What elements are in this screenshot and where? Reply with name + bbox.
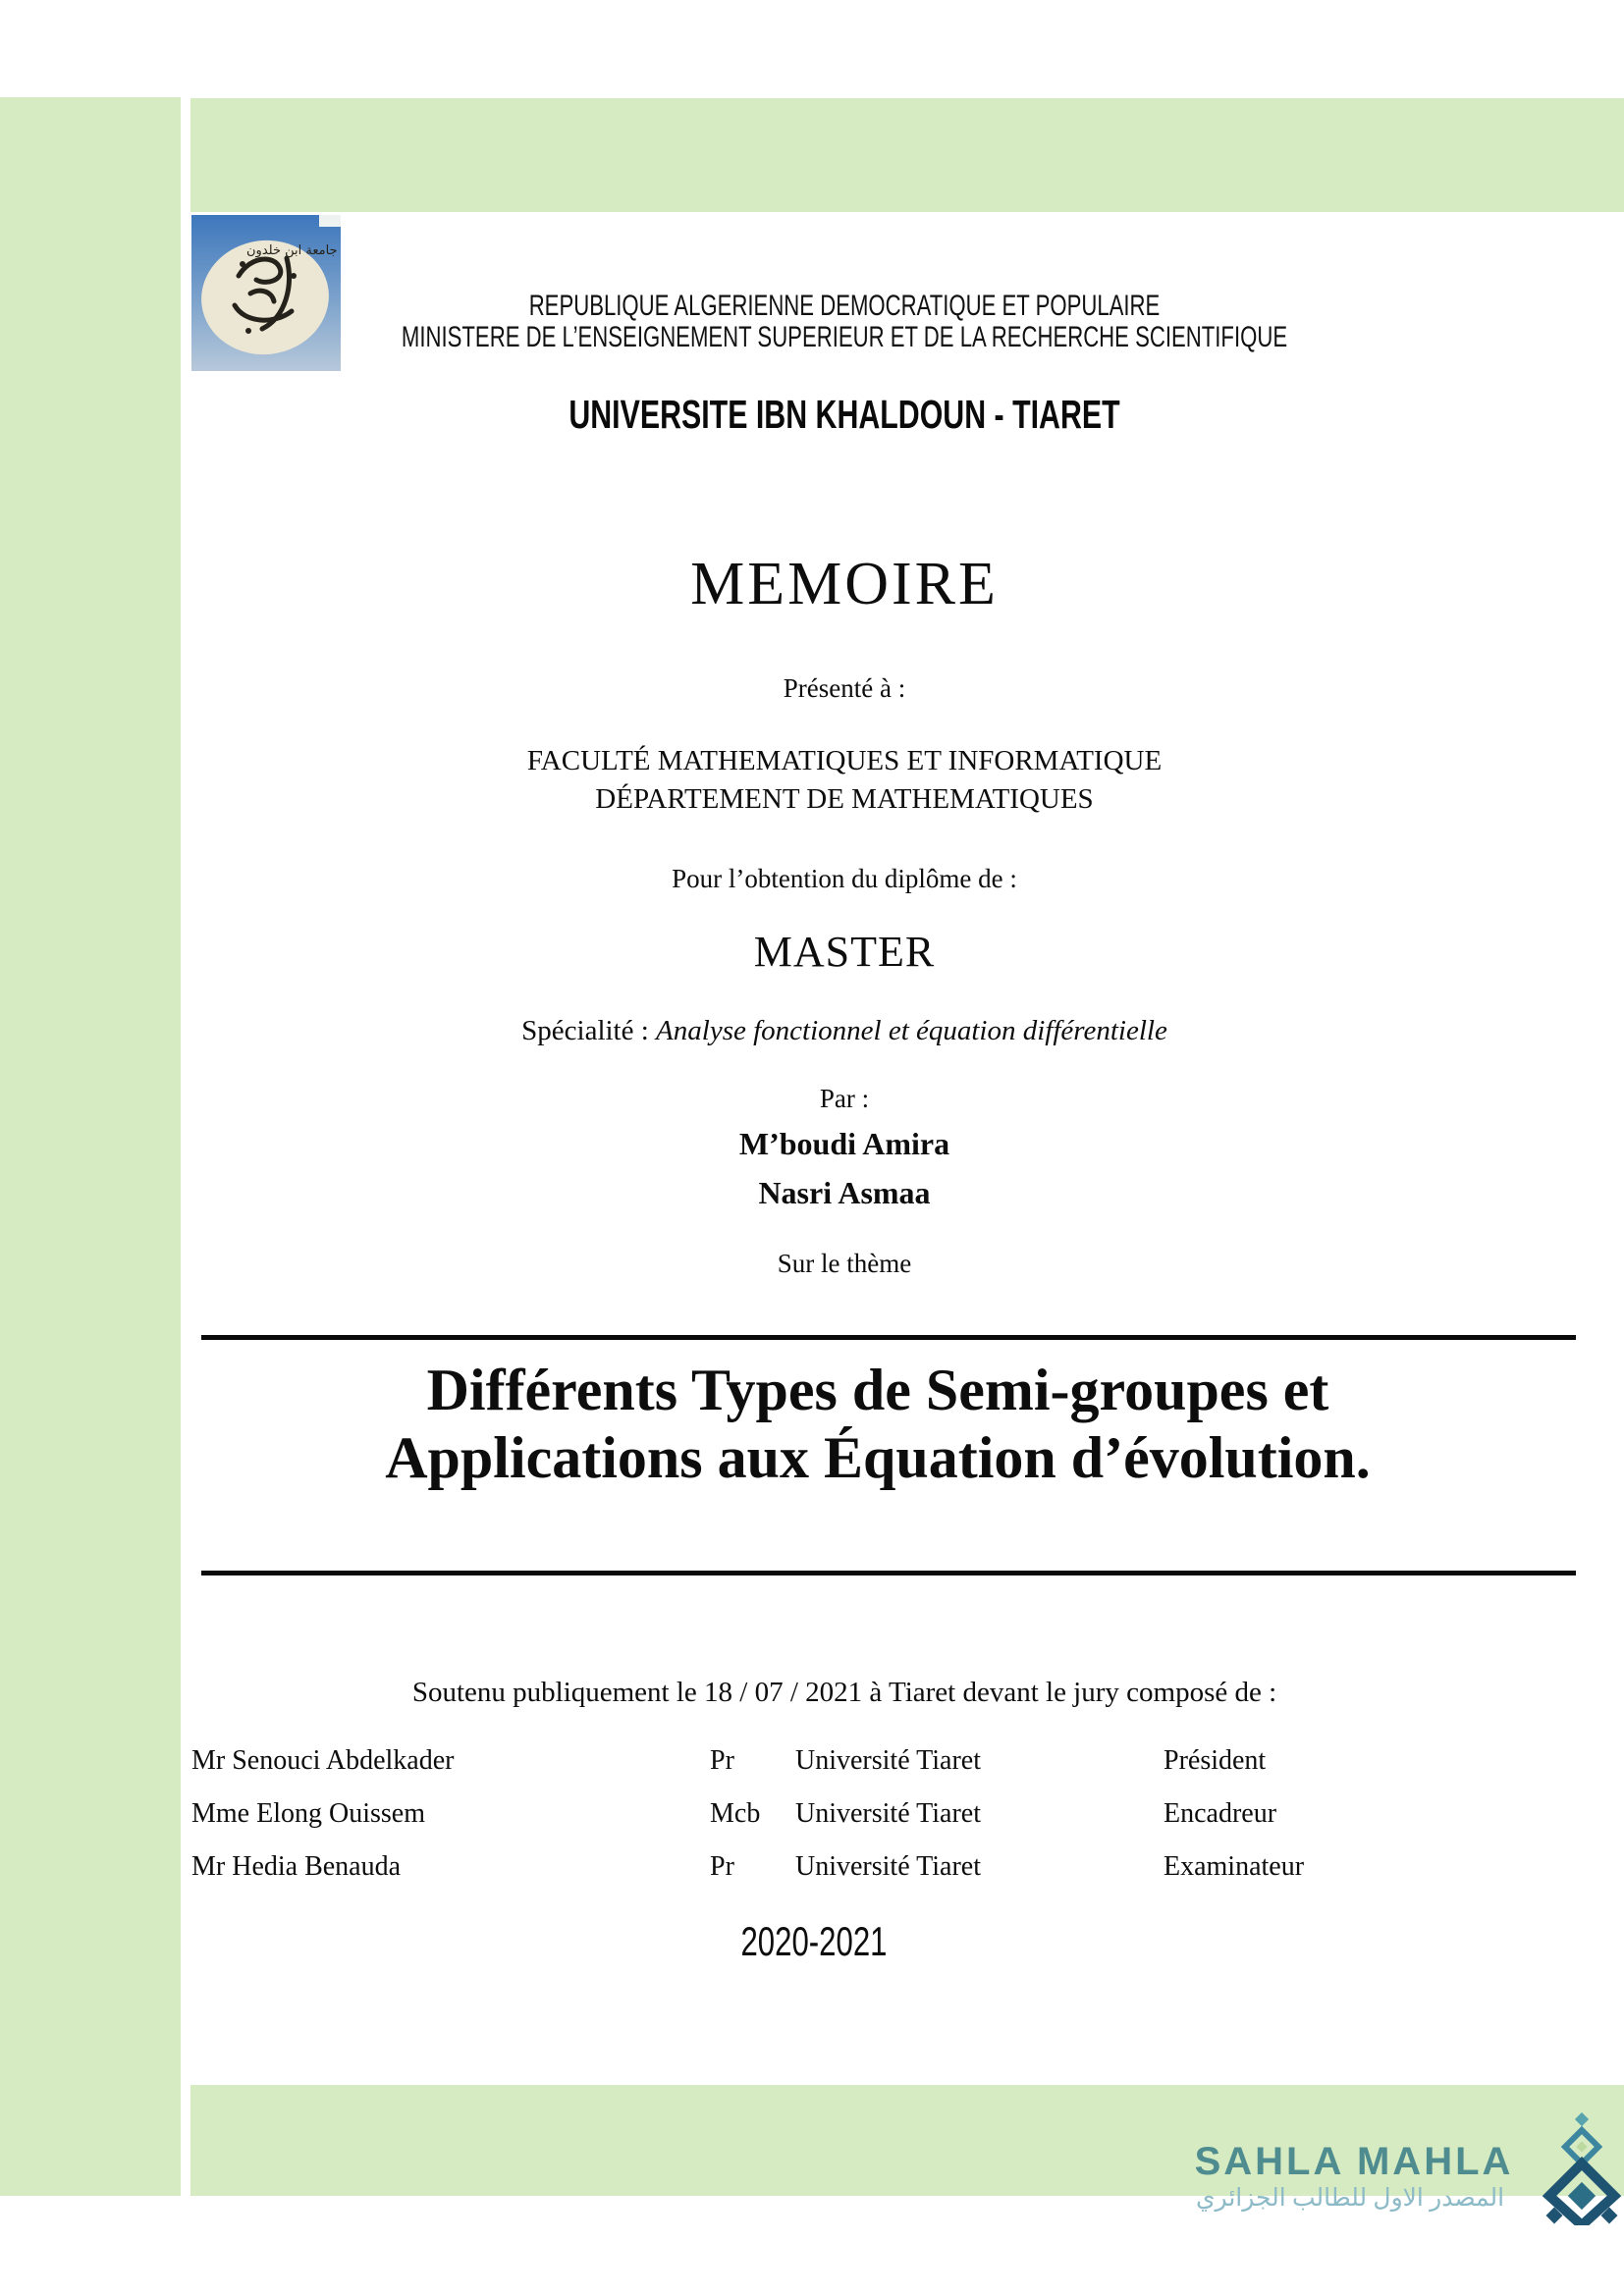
jury-member-grade: Pr [710,1851,734,1882]
jury-member-role: Encadreur [1164,1798,1277,1829]
jury-member-university: Université Tiaret [795,1798,981,1829]
jury-member-role: Examinateur [1164,1851,1305,1882]
sahla-mahla-tagline: المصدر الاول للطالب الجزائري [1195,2185,1505,2212]
thesis-title-line2: Applications aux Équation d’évolution. [385,1425,1371,1490]
author-name: Nasri Asmaa [758,1175,931,1210]
jury-member-university: Université Tiaret [795,1745,981,1776]
jury-member-name: Mr Senouci Abdelkader [191,1745,455,1776]
diploma-intro-line: Pour l’obtention du diplôme de : [672,864,1017,893]
theme-label: Sur le thème [777,1249,912,1278]
university-name: UNIVERSITE IBN KHALDOUN - TIARET [568,392,1120,437]
par-label: Par : [819,1084,870,1113]
jury-member-name: Mme Elong Ouissem [191,1798,425,1829]
presented-at-label: Présenté à : [783,673,906,703]
sahla-mahla-logo-icon [1542,2112,1622,2225]
specialite-line [190,1015,1498,1047]
department-line: DÉPARTEMENT DE MATHEMATIQUES [595,783,1094,815]
header-republic-line: REPUBLIQUE ALGERIENNE DEMOCRATIQUE ET POPULAIRE [528,289,1161,322]
authors-block [190,1119,1498,1217]
left-green-strip [0,97,181,2196]
jury-member-name: Mr Hedia Benauda [191,1851,402,1882]
jury-member-grade: Mcb [710,1798,761,1829]
specialite-value: Analyse fonctionnel et équation différentielle [656,1015,1167,1046]
faculty-line: FACULTÉ MATHEMATIQUES ET INFORMATIQUE [526,745,1163,776]
academic-year: 2020-2021 [740,1919,888,1966]
jury-member-grade: Pr [710,1745,734,1776]
header-ministry-line: MINISTERE DE L’ENSEIGNEMENT SUPERIEUR ET DE LA RECHERCHE SCIENTIFIQUE [401,320,1288,353]
faculty-department-block [190,742,1498,819]
author-name: M’boudi Amira [738,1126,950,1161]
defense-line: Soutenu publiquement le 18 / 07 / 2021 à Tiaret devant le jury composé de : [411,1677,1277,1708]
specialite-label: Spécialité : [521,1015,657,1046]
sahla-mahla-brand: SAHLA MAHLA [1194,2140,1514,2183]
thesis-title [190,1357,1565,1492]
thesis-title-line1: Différents Types de Semi-groupes et [426,1358,1329,1422]
jury-member-role: Président [1164,1745,1267,1776]
degree-name: MASTER [753,928,936,976]
jury-table [191,1745,1537,1904]
memoire-heading: MEMOIRE [690,551,999,617]
title-bottom-rule [201,1571,1576,1575]
top-green-band [190,98,1624,212]
seal-arabic-text: جامعة ابن خلدون [246,243,338,258]
jury-member-university: Université Tiaret [795,1851,981,1882]
title-top-rule [201,1335,1576,1340]
